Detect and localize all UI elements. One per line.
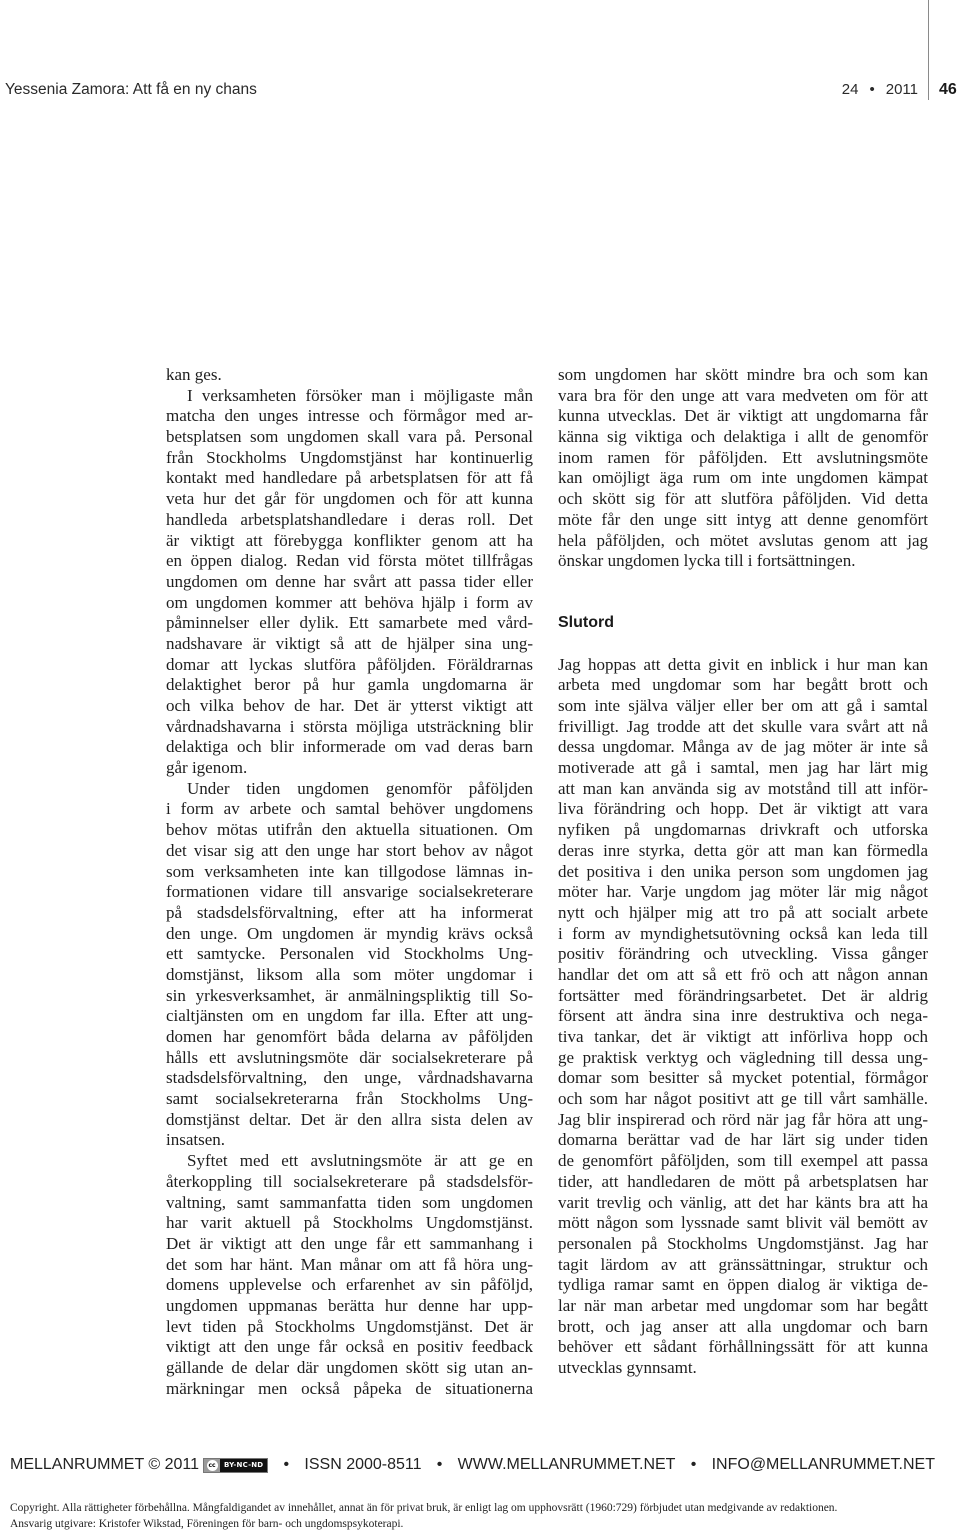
text-line: varit trevlig och vänlig, att det har känts bra att ha — [558, 1192, 928, 1212]
text-line: ett samtycke. Personalen vid Stockholms Ung- — [166, 944, 533, 964]
text-line: Det är viktigt att den unge får ett sammanhang i — [166, 1233, 533, 1253]
text-line: märkningar men också påpeka de situationerna — [166, 1378, 533, 1398]
text-line: sin yrkesverksamhet, är anmälningspliktig till So- — [166, 985, 533, 1005]
text-line: ge praktisk verktyg och vägledning till dessa ung- — [558, 1047, 928, 1067]
publisher-notice: Ansvarig utgivare: Kristofer Wikstad, Föreningen för barn- och ungdomspsykoterapi. — [10, 1518, 404, 1530]
text-line: insatsen. — [166, 1130, 226, 1150]
text-line: domar att lyckas slutföra påföljden. Föräldrarnas — [166, 654, 533, 674]
text-line: det som har hänt. Man månar om att få höra ung- — [166, 1254, 533, 1274]
text-line: en öppen dialog. Redan vid första mötet tillfrågas — [166, 551, 533, 571]
text-line: önskar ungdomen lycka till i fortsättningen. — [558, 551, 856, 571]
text-line: känna sig viktiga och delaktiga i allt de genomför — [558, 427, 928, 447]
text-line: I verksamheten försöker man i möjligaste mån — [187, 385, 533, 405]
text-line: att man kan använda sig av motstånd till att inför- — [558, 778, 928, 798]
text-line: behov mötas utifrån den aktuella situationen. Om — [166, 820, 533, 840]
text-line: gällande de delar där ungdomen skött sig utan an- — [166, 1358, 533, 1377]
text-line: ungdomen uppmanas berätta hur denne har upp- — [166, 1295, 533, 1315]
text-line: det positiva i den unika person som ungdomen jag — [558, 861, 928, 881]
text-line: inom ramen för påföljden. Ett avslutningsmöte — [558, 447, 928, 467]
text-line: i form av myndighetsutövning också kan leda till — [558, 923, 928, 943]
paragraph — [558, 655, 928, 1379]
paragraph — [166, 365, 533, 386]
page-number: 46 — [939, 81, 957, 98]
text-line: möte får den unge sitt intyg att denne genomfört — [558, 509, 928, 529]
running-title: Yessenia Zamora: Att få en ny chans — [5, 81, 257, 98]
text-line: stadsdelsförvaltning, den unge, vårdnadshavarna — [166, 1068, 533, 1088]
license-text: BY-NC-ND — [224, 1460, 264, 1469]
paragraph — [166, 779, 533, 1151]
email-link[interactable]: INFO@MELLANRUMMET.NET — [711, 1456, 935, 1473]
text-line: tider, att handledaren de mött på arbetsplatsen har — [558, 1171, 928, 1191]
paragraph — [558, 365, 928, 572]
text-line: utvecklas gynnsamt. — [558, 1358, 697, 1378]
text-line: har varit aktuell på Stockholms Ungdomstjänst. — [166, 1213, 533, 1233]
copyright-notice: Copyright. Alla rättigheter förbehållna. Mångfaldigandet av innehållet, annat än för privat bruk, är enligt lag om upphovsrätt (1960:729) förbjudet utan medgivande av redaktionen. — [10, 1502, 838, 1514]
text-line: cialtjänsten om en ungdom far illa. Efter att ung- — [166, 1006, 533, 1026]
left-column — [166, 365, 533, 1399]
issue-number: 24 — [841, 81, 859, 98]
text-line: kan ges. — [166, 365, 222, 384]
text-line: handleda arbetsplatshandledare i deras roll. Det — [166, 509, 533, 529]
bullet-separator: • — [436, 1456, 443, 1473]
text-line: går igenom. — [166, 758, 248, 778]
text-line: domarna berättar vad de har lärt sig under tiden — [558, 1130, 928, 1150]
text-line: deras inre styrka, detta gör att man kan förmedla — [558, 840, 928, 860]
text-line: kontakt med handledare på arbetsplatsen för att få — [166, 468, 533, 488]
journal-name: MELLANRUMMET © 2011 — [10, 1456, 200, 1473]
text-line: frivilligt. Jag trodde att det skulle vara svårt att nå — [558, 716, 928, 736]
text-line: möter har. Varje ungdom jag möter lär mig något — [558, 882, 928, 902]
text-line: betsplatsen som ungdomen skall vara på. Personal — [166, 427, 533, 447]
text-line: nadshavare är viktigt så att de hjälper sina ung- — [166, 633, 533, 653]
paragraph — [166, 1151, 533, 1399]
text-line: Under tiden ungdomen genomför påföljden — [187, 778, 533, 798]
footer-bar — [10, 1456, 935, 1474]
text-line: formationen vidare till ansvarige socialsekreterare — [166, 882, 533, 902]
text-line: mött någon som lyssnade samt blivit väl bemött av — [558, 1213, 928, 1233]
text-line: kunna utvecklas. Det är viktigt att ungdomarna får — [558, 406, 928, 426]
issue-info — [842, 81, 918, 99]
text-line: veta hur det går för ungdomen och för att kunna — [166, 489, 533, 509]
header-divider — [928, 0, 929, 100]
text-line: och vilka behov de har. Det är ytterst viktigt att — [166, 696, 533, 715]
text-line: försent att ändra sina inre destruktiva och nega- — [558, 1006, 928, 1026]
text-line: valtning, samt sammanfatta tiden som ungdomen — [166, 1192, 533, 1212]
text-line: tagit lärdom av att gränssättningar, struktur och — [558, 1254, 928, 1274]
text-line: det visar sig att den unge har stort behov av något — [166, 840, 533, 860]
text-line: handlar det om att så ett frö och att någon annan — [558, 964, 928, 984]
paragraph — [166, 386, 533, 779]
bullet-separator: • — [283, 1456, 290, 1473]
text-line: lar när man arbetar med ungdomar som har begått — [558, 1295, 928, 1315]
journal-credit — [10, 1456, 268, 1474]
text-line: fortsätter med förändringsarbetet. Det är aldrig — [558, 985, 928, 1005]
text-line: de genomfört påföljden, som till exempel att passa — [558, 1151, 928, 1171]
text-line: domens upplevelse och erfarenhet av sin påföljd, — [166, 1275, 533, 1295]
text-line: Syftet med ett avslutningsmöte är att ge en — [187, 1151, 533, 1171]
text-line: Jag blir inspirerad och rörd när jag får höra att ung- — [558, 1109, 928, 1129]
website-link[interactable]: WWW.MELLANRUMMET.NET — [457, 1456, 676, 1473]
section-heading: Slutord — [558, 614, 614, 632]
text-line: den unge. Om ungdomen är myndig krävs också — [166, 923, 533, 943]
text-line: Jag hoppas att detta givit en inblick i hur man kan — [558, 654, 928, 674]
text-line: domstjänst, liksom alla som möter ungdomar i — [166, 964, 533, 984]
text-line: vara bra för den unge att vara medveten om för att — [558, 385, 928, 405]
text-line: arbeta med ungdomar som har begått brott och — [558, 675, 928, 695]
text-line: återkoppling till socialsekreterare på stadsdelsför- — [166, 1171, 533, 1191]
text-line: tiva tankar, det är viktigt att införliva hopp och — [558, 1027, 928, 1047]
issn: ISSN 2000-8511 — [304, 1456, 422, 1473]
text-line: och skött sig för att slutföra påföljden. Vid detta — [558, 489, 928, 509]
text-line: kan omöjligt äga rum om inte ungdomen kämpat — [558, 468, 928, 488]
text-line: ungdomen om denne har svårt att passa tider eller — [166, 571, 533, 591]
text-line: och som har något positivt att ge till vårt samhälle. — [558, 1089, 928, 1109]
text-line: på stadsdelsförvaltning, efter att ha informerat — [166, 902, 533, 922]
text-line: levt tiden på Stockholms Ungdomstjänst. Det är — [166, 1316, 533, 1336]
text-line: från Stockholms Ungdomstjänst har kontinuerlig — [166, 447, 533, 467]
text-line: brott, och jag anser att alla ungdomar och barn — [558, 1316, 928, 1336]
text-line: personalen på Stockholms Ungdomstjänst. Jag har — [558, 1233, 928, 1253]
text-line: viktigt att den unge får också en positiv feedback — [166, 1337, 533, 1357]
text-line: domar som besitter så mycket potential, förmågor — [558, 1068, 928, 1088]
text-line: dessa ungdomar. Många av de jag möter är inte så — [558, 737, 928, 757]
cc-icon — [204, 1459, 220, 1472]
text-line: hela påföljden, och mötet avslutas genom att jag — [558, 530, 928, 550]
text-line: domen har genomfört båda delarna av påföljden — [166, 1027, 533, 1046]
bullet-separator: • — [690, 1456, 697, 1473]
text-line: nytt och hjälper mig att tro på att socialt arbete — [558, 902, 928, 922]
text-line: liva förändring och hopp. Det är viktigt att vara — [558, 799, 928, 819]
issue-year: 2011 — [885, 81, 918, 98]
text-line: i form av arbete och samtal behöver ungdomens — [166, 799, 533, 819]
text-line: påminnelser eller dylik. Ett samarbete med vård- — [166, 613, 533, 633]
text-line: motiverade att gå i samtal, men jag har lärt mig — [558, 758, 928, 778]
text-line: som ungdomen har skött mindre bra och som kan — [558, 365, 928, 384]
text-line: behöver ett sådant förhållningssätt för att kunna — [558, 1337, 928, 1357]
cc-license-badge — [203, 1458, 268, 1473]
bullet-separator: • — [869, 81, 875, 98]
text-line: delaktiga och blir informerade om vad deras barn — [166, 737, 533, 757]
text-line: är viktigt att förebygga konflikter genom att ha — [166, 530, 533, 550]
text-line: som inte själva väljer eller ber om att gå i samtal — [558, 696, 928, 716]
cc-icon-label: cc — [208, 1461, 216, 1469]
text-line: matcha den unges intresse och förmågor med ar- — [166, 406, 533, 426]
text-line: tydliga ramar samt en öppen dialog är viktiga de- — [558, 1275, 928, 1295]
right-column — [558, 365, 928, 1379]
text-line: samt socialsekreterarna från Stockholms Ung- — [166, 1089, 533, 1109]
text-line: hålls ett avslutningsmöte där socialsekreterare på — [166, 1047, 533, 1067]
text-line: domstjänst deltar. Det är den allra sista delen av — [166, 1109, 533, 1129]
text-line: positiv förändring och utveckling. Vissa gånger — [558, 944, 928, 964]
text-line: vårdnadshavarna i största möjliga utsträckning blir — [166, 716, 533, 736]
text-line: som verksamheten inte kan tillgodose lämnas in- — [166, 861, 533, 881]
text-line: nyfiken på ungdomarnas drivkraft och utforska — [558, 820, 928, 840]
text-line: om ungdomen kommer att behöva hjälp i form av — [166, 592, 533, 612]
text-line: delaktighet beror på hur gamla ungdomarna är — [166, 675, 533, 695]
